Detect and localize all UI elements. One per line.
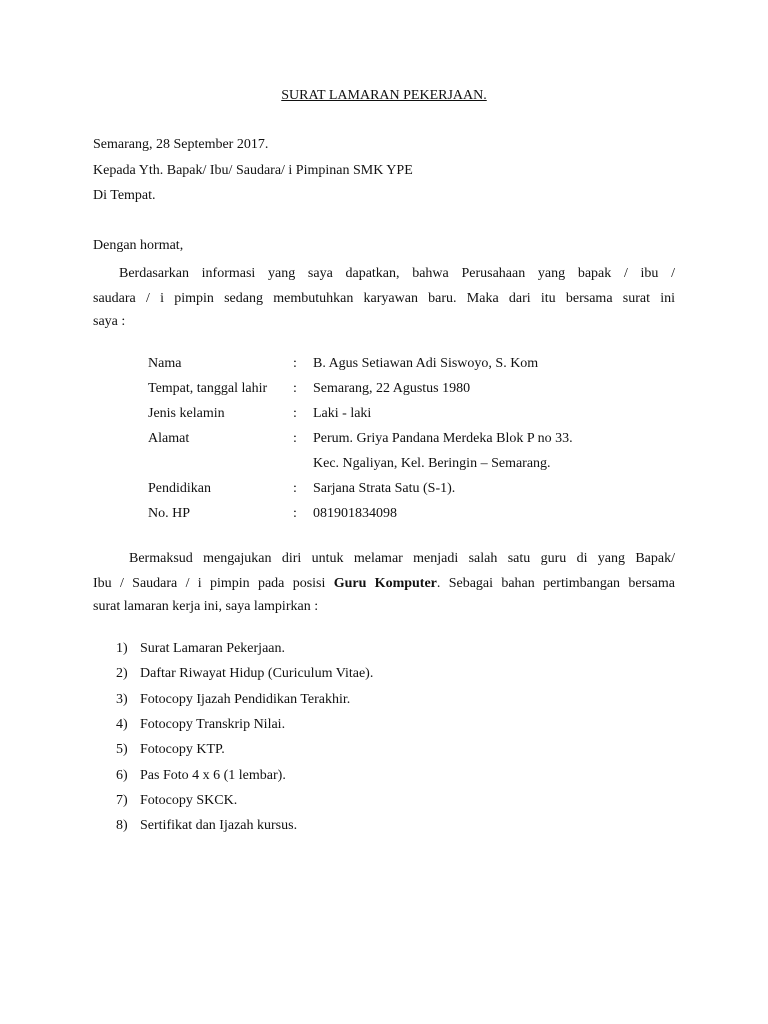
purpose-line2-pre: Ibu / Saudara / i pimpin pada posisi [93, 576, 334, 591]
letter-title: SURAT LAMARAN PEKERJAAN. [281, 88, 487, 103]
purpose-line2-post: . Sebagai bahan pertimbangan bersama [436, 576, 675, 591]
detail-separator: : [293, 506, 297, 521]
attachment-text: Pas Foto 4 x 6 (1 lembar). [140, 767, 286, 783]
detail-value: Semarang, 22 Agustus 1980 [313, 381, 471, 396]
attachment-number: 3) [116, 691, 128, 707]
attachment-text: Daftar Riwayat Hidup (Curiculum Vitae). [140, 666, 374, 682]
intro-paragraph-line3: saya : [93, 314, 126, 329]
attachment-number: 5) [116, 742, 128, 758]
detail-label: Tempat, tanggal lahir [148, 381, 268, 396]
detail-label: Pendidikan [148, 481, 211, 496]
position-name: Guru Komputer [333, 576, 437, 591]
detail-value: Kec. Ngaliyan, Kel. Beringin – Semarang. [313, 456, 551, 471]
detail-label: Nama [148, 356, 182, 371]
attachment-number: 7) [116, 792, 128, 808]
place-date: Semarang, 28 September 2017. [93, 137, 269, 152]
detail-separator: : [293, 356, 297, 371]
detail-separator: : [293, 381, 297, 396]
attachment-text: Surat Lamaran Pekerjaan. [140, 641, 285, 656]
detail-value: B. Agus Setiawan Adi Siswoyo, S. Kom [313, 356, 539, 371]
detail-value: Sarjana Strata Satu (S-1). [313, 481, 456, 496]
detail-value: 081901834098 [313, 506, 397, 521]
detail-separator: : [293, 481, 297, 496]
attachment-number: 8) [116, 818, 128, 834]
detail-label: Jenis kelamin [148, 406, 225, 421]
attachment-text: Sertifikat dan Ijazah kursus. [140, 818, 298, 834]
intro-paragraph-line1 [93, 261, 675, 287]
intro-paragraph-line2 [93, 286, 675, 312]
intro-line1-text: Berdasarkan informasi yang saya dapatkan, bahwa Perusahaan yang bapak / ibu / [119, 266, 675, 281]
detail-label: No. HP [148, 506, 191, 521]
detail-label: Alamat [148, 431, 190, 446]
attachment-text: Fotocopy Transkrip Nilai. [140, 716, 286, 732]
intro-line2-text: saudara / i pimpin sedang membutuhkan karyawan baru. Maka dari itu bersama surat ini [93, 291, 675, 306]
recipient: Kepada Yth. Bapak/ Ibu/ Saudara/ i Pimpinan SMK YPE [93, 163, 413, 178]
attachment-text: Fotocopy KTP. [140, 742, 225, 758]
attachment-number: 6) [116, 767, 128, 783]
purpose-paragraph-line3: surat lamaran kerja ini, saya lampirkan : [93, 599, 319, 614]
attachment-number: 1) [116, 641, 128, 656]
attachment-number: 4) [116, 716, 128, 732]
detail-value: Perum. Griya Pandana Merdeka Blok P no 33. [313, 431, 573, 446]
purpose-paragraph-line2 [93, 571, 675, 597]
detail-separator: : [293, 406, 297, 421]
salutation: Dengan hormat, [93, 238, 184, 253]
attachment-text: Fotocopy Ijazah Pendidikan Terakhir. [140, 691, 351, 707]
purpose-paragraph-line1 [93, 546, 675, 572]
attachment-text: Fotocopy SKCK. [140, 792, 238, 808]
purpose-line1-text: Bermaksud mengajukan diri untuk melamar menjadi salah satu guru di yang Bapak/ [129, 551, 675, 566]
detail-value: Laki - laki [313, 406, 372, 421]
detail-separator: : [293, 431, 297, 446]
recipient-location: Di Tempat. [93, 188, 156, 203]
attachment-number: 2) [116, 666, 128, 682]
